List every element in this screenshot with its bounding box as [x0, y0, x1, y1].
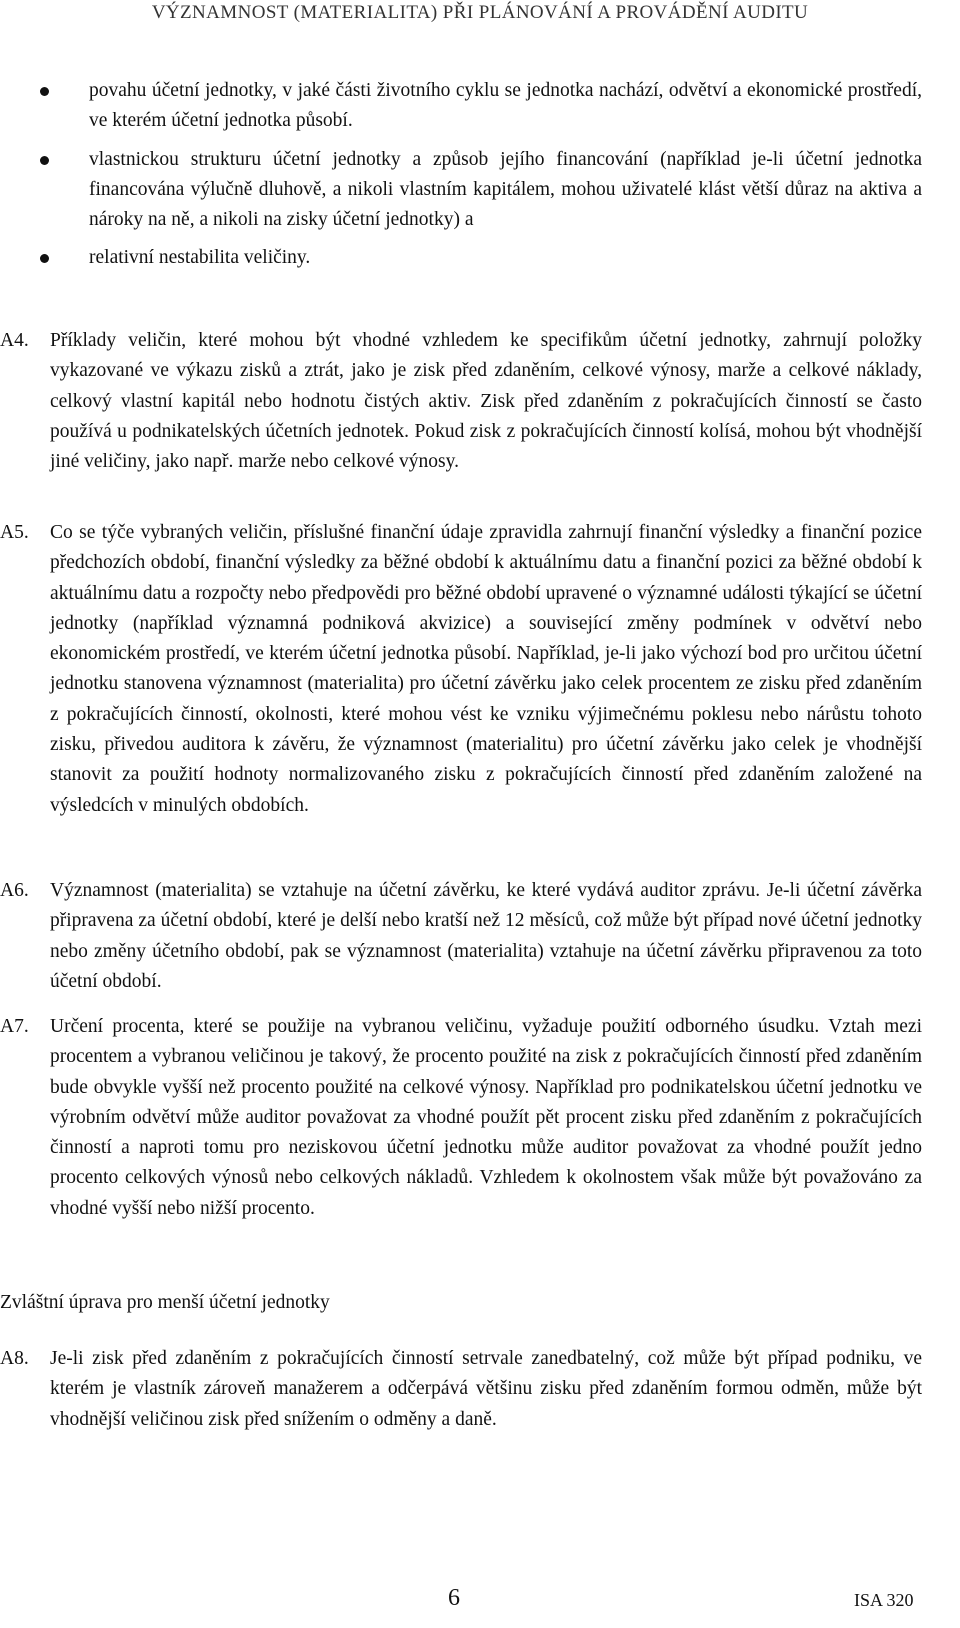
bullet-icon — [40, 87, 49, 96]
bullet-icon — [40, 156, 49, 165]
paragraph-number: A7. — [0, 1016, 29, 1037]
bullet-text: relativní nestabilita veličiny. — [89, 247, 311, 269]
paragraph-number: A4. — [0, 330, 29, 351]
paragraph-number: A8. — [0, 1348, 29, 1369]
bullet-item — [40, 243, 922, 273]
bullet-text: povahu účetní jednotky, v jaké části životního cyklu se jednotka nachází, odvětví a ekonomické prostředí, ve kterém účetní jednotka působí. — [89, 80, 922, 132]
paragraph-number: A6. — [0, 880, 29, 901]
paragraph-text: Významnost (materialita) se vztahuje na účetní závěrku, ke které vydává auditor zprávu. Je-li účetní závěrka připravena za účetní období, které je delší nebo kratší než 12 měsíců, což může být případ nové účetní jednotky nebo změny účetního období, pak se významnost (materialita) vztahuje na účetní závěrku připravenou za toto účetní období. — [50, 880, 922, 992]
bullet-list — [40, 76, 922, 282]
paragraph-text: Příklady veličin, které mohou být vhodné vzhledem ke specifikům účetní jednotky, zahrnují položky vykazované ve výkazu zisků a ztrát, jako je zisk před zdaněním, celkové výnosy, marže a celkové náklady, celkový vlastní kapitál nebo hodnotu čistých aktiv. Zisk před zdaněním z pokračujících činností se často používá u podnikatelských účetních jednotek. Pokud zisk z pokračujících činností kolísá, mohou být vhodnější jiné veličiny, jako např. marže nebo celkové výnosy. — [50, 330, 922, 473]
paragraph-number: A5. — [0, 522, 29, 543]
paragraph-a8 — [0, 1344, 922, 1435]
section-heading: Zvláštní úprava pro menší účetní jednotky — [0, 1292, 330, 1313]
running-header: VÝZNAMNOST (MATERIALITA) PŘI PLÁNOVÁNÍ A PROVÁDĚNÍ AUDITU — [151, 2, 809, 23]
paragraph-a5 — [0, 518, 922, 821]
bullet-icon — [40, 254, 49, 263]
page-number: 6 — [448, 1585, 460, 1611]
paragraph-text: Je-li zisk před zdaněním z pokračujících činností setrvale zanedbatelný, což může být případ podniku, ve kterém je vlastník zároveň manažerem a odčerpává většinu zisku před zdaněním formou odměn, může být vhodnější veličinou zisk před snížením o odměny a daně. — [50, 1348, 922, 1430]
bullet-item — [40, 76, 922, 137]
paragraph-text: Určení procenta, které se použije na vybranou veličinu, vyžaduje použití odborného úsudku. Vztah mezi procentem a vybranou veličinou je takový, že procento použité na zisk z pokračujících činností před zdaněním bude obvykle vyšší než procento použité na celkové výnosy. Například pro podnikatelskou účetní jednotku ve výrobním odvětví může auditor považovat za vhodné použít pět procent zisku před zdaněním z pokračujících činností a naproti tomu pro neziskovou účetní jednotku může auditor považovat za vhodné použít jedno procento celkových výnosů nebo celkových nákladů. Vzhledem k okolnostem však může být považováno za vhodné vyšší nebo nižší procento. — [50, 1016, 922, 1219]
paragraph-a7 — [0, 1012, 922, 1224]
bullet-text: vlastnickou strukturu účetní jednotky a způsob jejího financování (například je-li účetní jednotka financována výlučně dluhově, a nikoli vlastním kapitálem, mohou uživatelé klást větší důraz na aktiva a nároky na ně, a nikoli na zisky účetní jednotky) a — [89, 148, 922, 231]
paragraph-a4 — [0, 326, 922, 477]
paragraph-text: Co se týče vybraných veličin, příslušné finanční údaje zpravidla zahrnují finanční výsledky a finanční pozice předchozích období, finanční výsledky za běžné období k aktuálnímu datu a finanční pozici za běžné období k aktuálnímu datu a rozpočty nebo předpovědi pro běžné období upravené o významné události týkající se účetní jednotky (například významná podniková akvizice) a související změny podmínek v odvětví nebo ekonomickém prostředí, ve kterém účetní jednotka působí. Například, je-li jako výchozí bod pro určitou účetní jednotku stanovena významnost (materialita) pro účetní závěrku jako celek procentem ze zisku před zdaněním z pokračujících činností, okolnosti, které mohou vést ke vzniku výjimečnému poklesu nebo nárůstu tohoto zisku, přivedou auditora k závěru, že významnost (materialitu) pro účetní závěrku jako celek je vhodnější stanovit za použití hodnoty normalizovaného zisku z pokračujících činností před zdaněním založené na výsledcích v minulých obdobích. — [50, 522, 922, 816]
standard-label: ISA 320 — [854, 1590, 914, 1610]
paragraph-a6 — [0, 876, 922, 997]
bullet-item — [40, 145, 922, 236]
